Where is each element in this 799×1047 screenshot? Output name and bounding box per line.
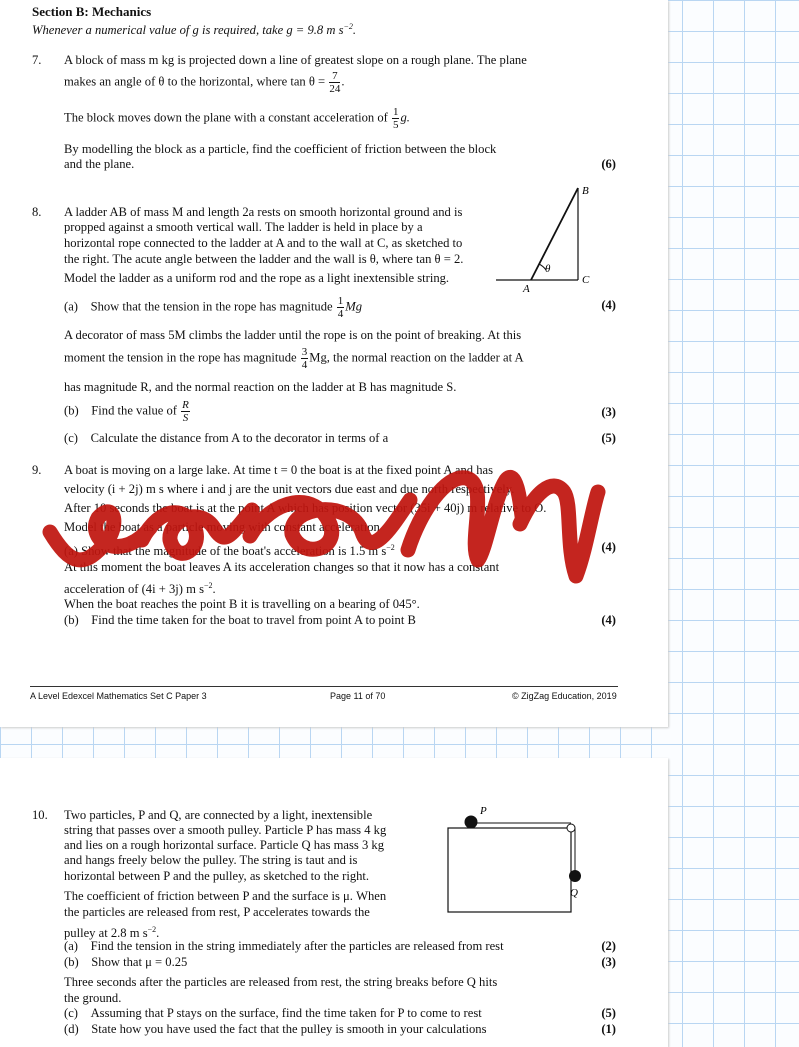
section-title: Section B: Mechanics: [32, 4, 152, 19]
q10-line7: the particles are released from rest, P accelerates towards the: [64, 905, 370, 919]
scribble-stroke-3: [250, 500, 410, 549]
q10a-mark: (2): [601, 939, 616, 953]
label-C: C: [582, 274, 590, 286]
q8-para1: A decorator of mass 5M climbs the ladder until the rope is on the point of breaking. At this: [64, 328, 522, 342]
section-note: Whenever a numerical value of g is required, take g = 9.8 m $s^{-2}$.: [32, 22, 357, 38]
q7-acc-fraction: $\frac{1}{5}$: [392, 106, 399, 131]
q7-line4: By modelling the block as a particle, find the coefficient of friction between the block: [64, 142, 497, 156]
q8a-fraction: $\frac{1}{4}$: [337, 295, 344, 320]
q7-number: 7.: [32, 53, 42, 67]
q8-line4: the right. The acute angle between the ladder and the wall is θ, where tan θ = 2.: [64, 252, 464, 266]
q10d: (d) State how you have used the fact that the pulley is smooth in your calculations: [64, 1022, 487, 1036]
q7-line2: makes an angle of θ to the horizontal, where tan θ = $\frac{7}{24}$ .: [64, 70, 345, 95]
red-scribble-annotation: [0, 440, 640, 650]
pulley-diagram: [440, 804, 590, 924]
ladder-diagram: [490, 182, 610, 297]
q8-line1: A ladder AB of mass M and length 2a rests on smooth horizontal ground and is: [64, 205, 463, 219]
label-A: A: [523, 283, 530, 295]
q9-line8: When the boat reaches the point B it is travelling on a bearing of 045°.: [64, 597, 420, 611]
q10-line1: Two particles, P and Q, are connected by a light, inextensible: [64, 808, 373, 822]
scribble-stroke-5: [520, 486, 598, 576]
scribble-stroke-1: [50, 512, 150, 560]
particle-P: [465, 816, 478, 829]
q9-line7: acceleration of (4i + 3j) m $s^{-2}$.: [64, 581, 216, 597]
q9a-mark: (4): [601, 540, 616, 554]
q10a: (a) Find the tension in the string immediately after the particles are released from rest: [64, 939, 504, 953]
q10-line2: string that passes over a smooth pulley. Particle P has mass 4 kg: [64, 823, 387, 837]
q10-line6: The coefficient of friction between P and the surface is μ. When: [64, 889, 387, 903]
q9-line2: velocity (i + 2j) m s where i and j are the unit vectors due east and due north respectively.: [64, 482, 515, 496]
q9-line5: (a) Show that the magnitude of the boat's acceleration is 1.5 m $s^{-2}$: [64, 543, 395, 559]
ladder-line: [531, 188, 578, 280]
q10b-mark: (3): [601, 955, 616, 969]
q8b: (b) Find the value of $\frac{R}{S}$: [64, 399, 189, 424]
scribble-stroke-4: [408, 477, 522, 560]
q10c: (c) Assuming that P stays on the surface, find the time taken for P to come to rest: [64, 1006, 482, 1020]
q8-tension-fraction: $\frac{3}{4}$: [301, 346, 308, 371]
q8-line2: propped against a smooth vertical wall. The ladder is held in place by a: [64, 220, 423, 234]
q10-line4: and hangs freely below the pulley. The string is taut and is: [64, 853, 358, 867]
label-P: P: [480, 805, 487, 817]
q8b-fraction: $\frac{R}{S}$: [182, 399, 189, 424]
q8a-mark: (4): [601, 298, 616, 312]
q8-number: 8.: [32, 205, 42, 219]
q10b: (b) Show that μ = 0.25: [64, 955, 188, 969]
footer-rule: [30, 686, 618, 687]
q10-line8: pulley at 2.8 m $s^{-2}$.: [64, 925, 160, 941]
scribble-stroke-2: [142, 510, 252, 553]
q9-number: 9.: [32, 463, 42, 477]
q10-number: 10.: [32, 808, 48, 822]
footer-copyright: © ZigZag Education, 2019: [512, 691, 617, 701]
q8c: (c) Calculate the distance from A to the decorator in terms of a: [64, 431, 389, 445]
q9-line1: A boat is moving on a large lake. At time t = 0 the boat is at the fixed point A and has: [64, 463, 494, 477]
q8-para3: has magnitude R, and the normal reaction on the ladder at B has magnitude S.: [64, 380, 457, 394]
q10-line5: horizontal between P and the pulley, as sketched to the right.: [64, 869, 370, 883]
q9b-mark: (4): [601, 613, 616, 627]
label-B: B: [582, 185, 589, 197]
q8-line5: Model the ladder as a uniform rod and the rope as a light inextensible string.: [64, 271, 450, 285]
particle-Q: [569, 870, 581, 882]
q10c-mark: (5): [601, 1006, 616, 1020]
label-theta: θ: [545, 263, 551, 275]
footer-left: A Level Edexcel Mathematics Set C Paper 3: [30, 691, 207, 701]
q10-para2: the ground.: [64, 991, 122, 1005]
q7-line5: and the plane.: [64, 157, 135, 171]
q7-line3: The block moves down the plane with a constant acceleration of $\frac{1}{5}$ g.: [64, 106, 410, 131]
q9b: (b) Find the time taken for the boat to travel from point A to point B: [64, 613, 416, 627]
q8b-mark: (3): [601, 405, 616, 419]
worksheet-page-2: [0, 758, 668, 1047]
q10-para1: Three seconds after the particles are released from rest, the string breaks before Q hits: [64, 975, 498, 989]
pulley-wheel: [567, 824, 575, 832]
q10-line3: and lies on a rough horizontal surface. Particle Q has mass 3 kg: [64, 838, 385, 852]
q8-line3: horizontal rope connected to the ladder at A and to the wall at C, as sketched to: [64, 236, 463, 250]
q7-mark: (6): [601, 157, 616, 171]
q8c-mark: (5): [601, 431, 616, 445]
q7-line1: A block of mass m kg is projected down a line of greatest slope on a rough plane. The plane: [64, 53, 527, 67]
q7-tan-fraction: $\frac{7}{24}$: [329, 70, 341, 95]
q8a: (a) Show that the tension in the rope has magnitude $\frac{1}{4}$ Mg: [64, 295, 363, 320]
footer-page: Page 11 of 70: [330, 691, 386, 701]
table-block: [448, 828, 571, 912]
q10d-mark: (1): [601, 1022, 616, 1036]
q8-para2: moment the tension in the rope has magnitude $\frac{3}{4}$ Mg, the normal reaction on the ladder at A: [64, 346, 524, 371]
q9-line3: After 10 seconds the boat is at the point A which has position vector (35i + 40j) m relative to O.: [64, 501, 547, 515]
q9-line6: At this moment the boat leaves A its acceleration changes so that it now has a constant: [64, 560, 500, 574]
label-Q: Q: [570, 887, 578, 899]
q9-line4: Model the boat as a particle moving with constant acceleration: [64, 520, 380, 534]
